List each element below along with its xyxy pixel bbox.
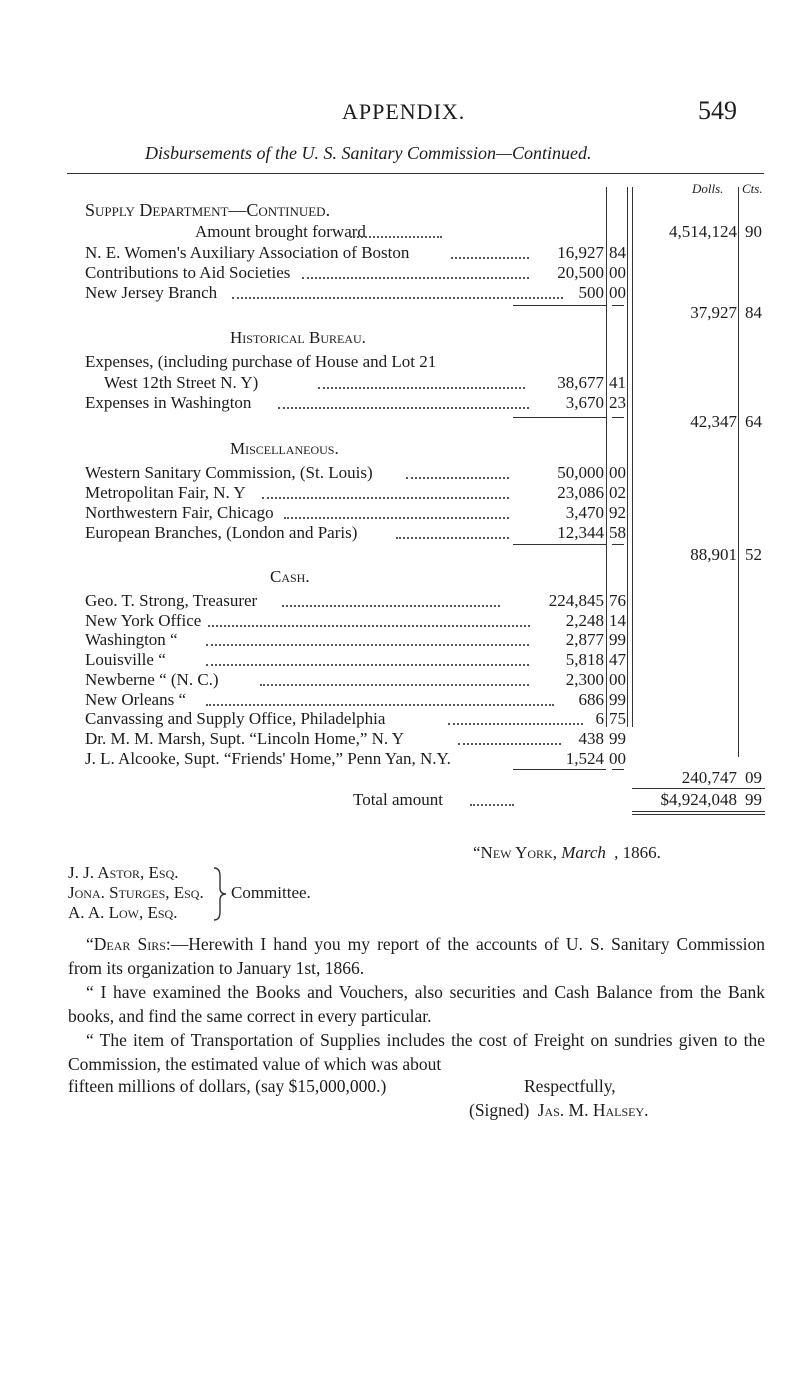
cash-row-label: Canvassing and Supply Office, Philadelphia: [85, 709, 386, 728]
cash-row-label: J. L. Alcooke, Supt. “Friends' Home,” Penn Yan, N.Y.: [85, 749, 451, 768]
cash-row-dolls: 2,248: [565, 611, 604, 630]
cash-row-dolls: 2,877: [565, 630, 604, 649]
signer-name: Jas. M. Halsey.: [537, 1100, 649, 1120]
misc-row-label: Northwestern Fair, Chicago: [85, 503, 274, 522]
cash-row-cts: 00: [609, 749, 626, 768]
cash-row-cts: 14: [609, 611, 626, 630]
supply-total-dolls: 37,927: [690, 303, 737, 322]
committee-brace: [212, 866, 230, 922]
cash-heading: Cash.: [270, 567, 310, 586]
misc-row-label: Metropolitan Fair, N. Y: [85, 483, 246, 502]
historical-row-label: Expenses in Washington: [85, 393, 252, 412]
misc-row-dolls: 23,086: [557, 483, 604, 502]
brought-forward-label: Amount brought forward: [195, 222, 366, 241]
cash-total-dolls: 240,747: [681, 768, 737, 787]
cash-row-dolls: 686: [578, 690, 604, 709]
letter-paragraph-3: “ The item of Transportation of Supplies includes the cost of Freight on sundries given to the Commission, the estimated value of which was about: [68, 1030, 765, 1074]
letter-paragraph-3-end: fifteen millions of dollars, (say $15,000,000.): [68, 1076, 387, 1096]
supply-heading: Supply Department—Continued.: [85, 200, 331, 220]
cash-row-dolls: 438: [578, 729, 604, 748]
dateline-month: March: [561, 843, 606, 862]
col-head-dolls: Dolls.: [692, 181, 724, 196]
committee-member: A. A. Low, Esq.: [68, 903, 178, 922]
page-number: 549: [698, 96, 737, 125]
cash-row-dolls: 6: [595, 709, 604, 728]
cash-row-label: Louisville “: [85, 650, 166, 669]
committee-member: Jona. Sturges, Esq.: [68, 883, 204, 902]
historical-row-cts: 41: [609, 373, 626, 392]
supply-row-label: New Jersey Branch: [85, 283, 218, 302]
col-head-cts: Cts.: [742, 181, 763, 196]
misc-row-cts: 92: [609, 503, 626, 522]
misc-row-cts: 02: [609, 483, 626, 502]
misc-row-dolls: 3,470: [565, 503, 604, 522]
misc-row-dolls: 50,000: [557, 463, 604, 482]
supply-row-dolls: 500: [578, 283, 604, 302]
cash-row-label: Dr. M. M. Marsh, Supt. “Lincoln Home,” N. Y: [85, 729, 405, 748]
cash-row-dolls: 224,845: [548, 591, 604, 610]
misc-row-cts: 00: [609, 463, 626, 482]
historical-heading: Historical Bureau.: [230, 328, 366, 347]
signature: [469, 1100, 649, 1121]
misc-total-dolls: 88,901: [690, 545, 737, 564]
col-rule-inner-gap: [627, 187, 628, 727]
closing: Respectfully,: [524, 1076, 616, 1096]
cash-row-dolls: 2,300: [565, 670, 604, 689]
committee-member: J. J. Astor, Esq.: [68, 863, 179, 882]
cash-row-label: Washington “: [85, 630, 178, 649]
supply-row-cts: 84: [609, 243, 626, 262]
brought-forward-dolls: 4,514,124: [669, 222, 737, 241]
misc-row-label: European Branches, (London and Paris): [85, 523, 358, 542]
committee-label: Committee.: [231, 883, 311, 902]
supply-row-dolls: 16,927: [557, 243, 604, 262]
misc-total-cts: 52: [745, 545, 762, 564]
cash-row-cts: 75: [609, 709, 626, 728]
historical-total-cts: 64: [745, 412, 762, 431]
running-head: APPENDIX.: [342, 99, 466, 124]
historical-row-dolls: 38,677: [557, 373, 604, 392]
col-rule-cts-inner: [606, 187, 607, 727]
historical-total-dolls: 42,347: [690, 412, 737, 431]
supply-row-label: Contributions to Aid Societies: [85, 263, 291, 282]
cash-row-label: New York Office: [85, 611, 202, 630]
misc-row-dolls: 12,344: [557, 523, 604, 542]
supply-row-cts: 00: [609, 283, 626, 302]
letter-paragraph-1: “Dear Sirs:—Herewith I hand you my report of the accounts of U. S. Sanitary Commission from its organization to January 1st, 1866.: [68, 934, 766, 978]
grand-total-label: Total amount: [353, 790, 443, 809]
historical-row-label: Expenses, (including purchase of House and Lot 21: [85, 352, 437, 371]
grand-total-dolls: $4,924,048: [660, 790, 737, 809]
cash-row-cts: 47: [609, 650, 626, 669]
signed-label: (Signed): [469, 1100, 530, 1120]
supply-row-cts: 00: [609, 263, 626, 282]
cash-row-dolls: 5,818: [565, 650, 604, 669]
col-rule-outer-start: [632, 187, 633, 727]
misc-row-label: Western Sanitary Commission, (St. Louis): [85, 463, 373, 482]
cash-row-label: Newberne “ (N. C.): [85, 670, 219, 689]
cash-row-label: New Orleans “: [85, 690, 187, 709]
cash-row-dolls: 1,524: [565, 749, 604, 768]
cash-row-cts: 99: [609, 729, 626, 748]
historical-row-dolls: 3,670: [565, 393, 604, 412]
dateline: [473, 843, 661, 863]
historical-row-label-cont: West 12th Street N. Y): [104, 373, 259, 392]
cash-row-label: Geo. T. Strong, Treasurer: [85, 591, 258, 610]
misc-row-cts: 58: [609, 523, 626, 542]
cash-row-cts: 99: [609, 630, 626, 649]
salutation: “Dear Sirs: [86, 934, 166, 954]
supply-total-cts: 84: [745, 303, 762, 322]
cash-row-cts: 99: [609, 690, 626, 709]
col-rule-outer-cts: [738, 187, 739, 757]
dateline-place: “New York,: [473, 843, 557, 862]
supply-row-label: N. E. Women's Auxiliary Association of Boston: [85, 243, 410, 262]
historical-row-cts: 23: [609, 393, 626, 412]
table-top-rule: [67, 173, 764, 174]
cash-total-cts: 09: [745, 768, 762, 787]
cash-row-cts: 00: [609, 670, 626, 689]
brought-forward-cts: 90: [745, 222, 762, 241]
letter-paragraph-2: “ I have examined the Books and Vouchers, also securities and Cash Balance from the Bank books, and find the same correct in every particular.: [68, 982, 765, 1026]
dateline-year: , 1866.: [614, 843, 661, 862]
table-caption: Disbursements of the U. S. Sanitary Commission—Continued.: [145, 143, 592, 163]
grand-total-cts: 99: [745, 790, 762, 809]
supply-row-dolls: 20,500: [557, 263, 604, 282]
misc-heading: Miscellaneous.: [230, 439, 339, 458]
cash-row-cts: 76: [609, 591, 626, 610]
